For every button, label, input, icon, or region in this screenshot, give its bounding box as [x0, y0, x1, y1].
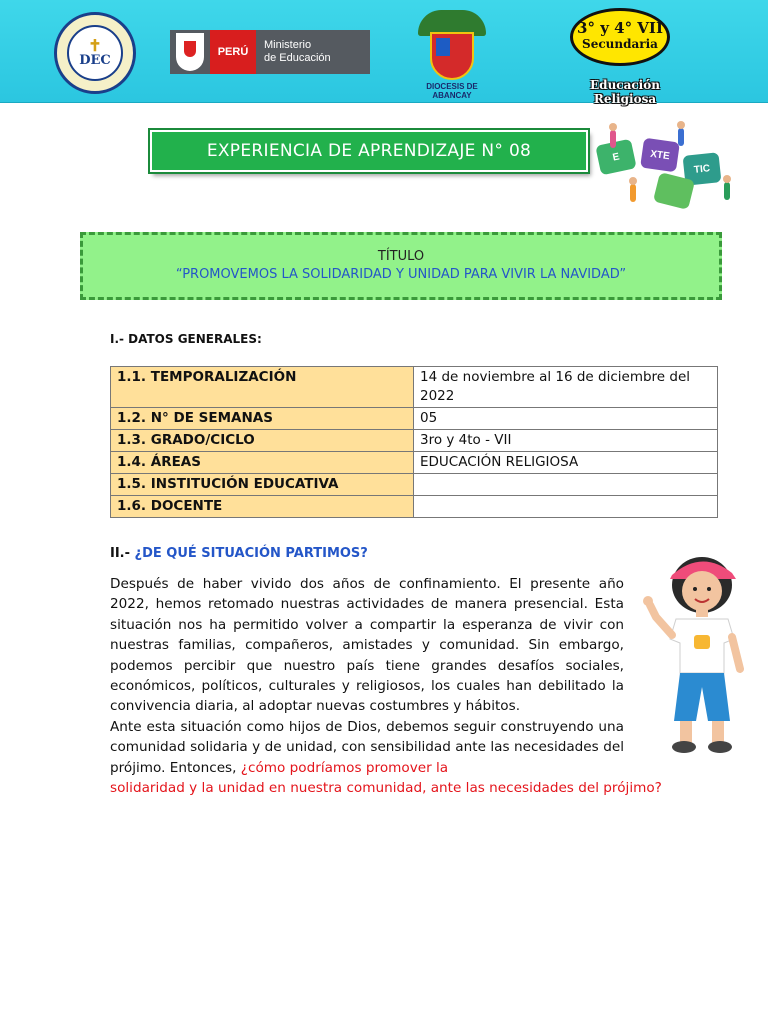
grade-line1: 3° y 4° VII	[577, 19, 663, 37]
row-value: 05	[414, 408, 718, 430]
situacion-heading-prefix: II.-	[110, 546, 135, 561]
row-value: EDUCACIÓN RELIGIOSA	[414, 452, 718, 474]
dec-logo-text: DEC	[79, 52, 111, 68]
grade-line2: Secundaria	[582, 37, 658, 51]
situacion-heading	[110, 546, 368, 561]
puzzle-piece: XTE	[640, 138, 680, 173]
table-row	[111, 408, 718, 430]
table-row	[111, 452, 718, 474]
puzzle-piece: E	[595, 139, 636, 176]
ministerio-logo	[170, 30, 370, 74]
puzzle-illustration	[594, 120, 740, 212]
dec-logo	[54, 12, 136, 94]
crest-shield-icon	[430, 32, 474, 80]
datos-generales-heading: I.- DATOS GENERALES:	[110, 332, 262, 346]
titulo-box	[80, 232, 722, 300]
diocesis-crest	[412, 10, 492, 100]
table-row	[111, 367, 718, 408]
titulo-label: TÍTULO	[377, 249, 425, 264]
datos-generales-table	[110, 366, 718, 518]
grade-oval	[570, 8, 670, 66]
person-figure-icon	[630, 184, 636, 202]
row-label: 1.2. N° DE SEMANAS	[111, 408, 414, 430]
ministerio-line2: de Educación	[264, 52, 331, 64]
row-value: 14 de noviembre al 16 de diciembre del 2022	[414, 367, 718, 408]
situacion-heading-question: ¿DE QUÉ SITUACIÓN PARTIMOS?	[134, 546, 368, 561]
situacion-paragraph-1: Después de haber vivido dos años de confinamiento. El presente año 2022, hemos retomado nuestras actividades de manera presencial. Esta situación nos ha permitido volver a compartir la esperanza de vivir con nuestras familias, compañeros, amistades y comunidad. Sin embargo, podemos percibir que nuestro país tiene grandes desafíos sociales, económicos, políticos, culturales y religiosos, los cuales han debilitado la convivencia diaria, al adoptar nuevas costumbres y hábitos.	[110, 576, 624, 715]
grade-badge	[560, 8, 690, 106]
cross-icon: ✝	[88, 35, 102, 55]
header-banner	[0, 0, 768, 106]
question-tail: solidaridad y la unidad en nuestra comunidad, ante las necesidades del prójimo?	[110, 780, 662, 796]
ministerio-line1: Ministerio	[264, 39, 312, 51]
table-row	[111, 430, 718, 452]
row-label: 1.4. ÁREAS	[111, 452, 414, 474]
row-value	[414, 474, 718, 496]
titulo-text: “PROMOVEMOS LA SOLIDARIDAD Y UNIDAD PARA VIVIR LA NAVIDAD”	[175, 267, 627, 282]
situacion-paragraph-2	[110, 717, 624, 778]
puzzle-piece: TIC	[683, 152, 722, 186]
table-row	[111, 496, 718, 518]
person-figure-icon	[678, 128, 684, 146]
row-label: 1.6. DOCENTE	[111, 496, 414, 518]
experience-title: EXPERIENCIA DE APRENDIZAJE N° 08	[150, 130, 588, 172]
row-label: 1.5. INSTITUCIÓN EDUCATIVA	[111, 474, 414, 496]
person-figure-icon	[610, 130, 616, 148]
diocesis-label: DIOCESIS DE ABANCAY	[426, 82, 478, 100]
situacion-text	[110, 574, 624, 778]
girl-illustration	[632, 545, 768, 759]
question-start: ¿cómo podríamos promover la	[240, 759, 449, 776]
row-label: 1.3. GRADO/CICLO	[111, 430, 414, 452]
row-value: 3ro y 4to - VII	[414, 430, 718, 452]
paragraph-2-text: Ante esta situación como hijos de Dios, debemos seguir construyendo una comunidad solidaria y de unidad, con sensibilidad ante las necesidades del prójimo. Entonces,	[110, 718, 624, 776]
table-row	[111, 474, 718, 496]
row-value	[414, 496, 718, 518]
row-label: 1.1. TEMPORALIZACIÓN	[111, 367, 414, 408]
area-label: Educación Religiosa	[590, 78, 660, 106]
peru-label: PERÚ	[210, 30, 256, 74]
peru-shield-icon	[176, 33, 204, 71]
ministerio-text	[264, 39, 354, 65]
person-figure-icon	[724, 182, 730, 200]
